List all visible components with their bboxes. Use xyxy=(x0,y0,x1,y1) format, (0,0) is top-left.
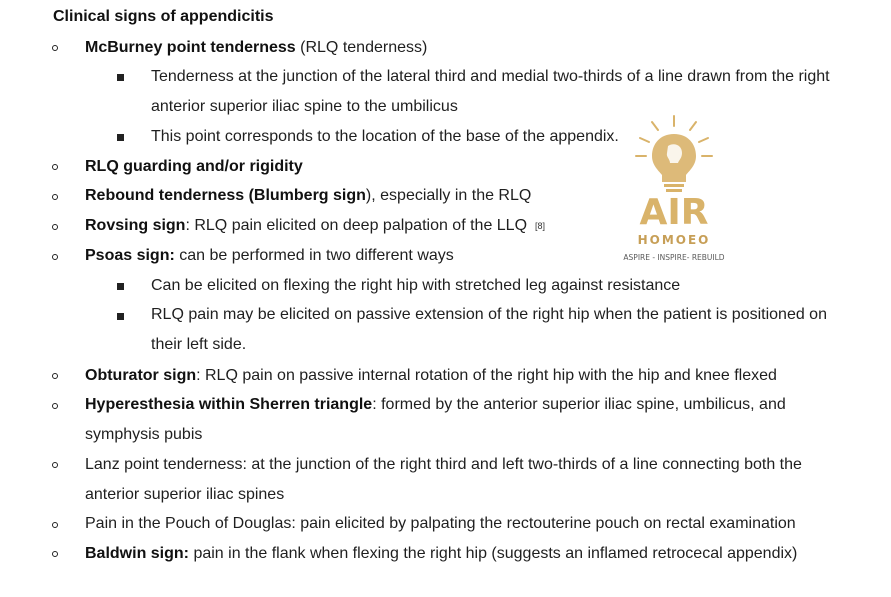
sub-item-text: Tenderness at the junction of the lateral third and medial two-thirds of a line drawn from the right xyxy=(151,68,830,85)
list-item xyxy=(85,246,454,266)
list-item xyxy=(85,216,545,236)
page-title: Clinical signs of appendicitis xyxy=(53,8,274,25)
bullet-square-icon xyxy=(117,313,124,320)
logo-sub-text: HOMOEO xyxy=(637,233,711,247)
list-item xyxy=(85,186,531,206)
bullet-circle-icon xyxy=(52,462,58,468)
sign-name: Obturator sign xyxy=(85,367,197,384)
bullet-square-icon xyxy=(117,134,124,141)
bullet-circle-icon xyxy=(52,373,58,379)
sub-item-text: Can be elicited on flexing the right hip with stretched leg against resistance xyxy=(151,277,681,294)
sign-description: pain in the flank when flexing the right hip (suggests an inflamed retrocecal appendix) xyxy=(189,545,798,562)
list-item xyxy=(85,544,797,564)
sign-name: Rebound tenderness (Blumberg sign xyxy=(85,187,366,204)
sign-name: McBurney point tenderness xyxy=(85,39,296,56)
bullet-circle-icon xyxy=(52,194,58,200)
list-item xyxy=(85,157,303,177)
list-item xyxy=(85,366,777,386)
logo-main-text: AIR xyxy=(639,192,709,233)
sub-item-text: their left side. xyxy=(151,336,247,353)
list-item xyxy=(85,514,796,534)
sign-description: Lanz point tenderness: at the junction of the right third and left two-thirds of a line connecting both the xyxy=(85,456,802,473)
list-item-continued xyxy=(85,485,284,505)
sign-description: : formed by the anterior superior iliac spine, umbilicus, and xyxy=(372,396,786,413)
bullet-circle-icon xyxy=(52,551,58,557)
sign-description: can be performed in two different ways xyxy=(174,247,454,264)
bullet-square-icon xyxy=(117,283,124,290)
list-item xyxy=(85,38,427,58)
bullet-circle-icon xyxy=(52,45,58,51)
bullet-square-icon xyxy=(117,74,124,81)
sign-description: : RLQ pain elicited on deep palpation of the LLQ xyxy=(185,217,528,234)
sign-name: Hyperesthesia within Sherren triangle xyxy=(85,396,373,413)
bullet-circle-icon xyxy=(52,254,58,260)
sign-description: (RLQ tenderness) xyxy=(295,39,428,56)
sub-list-item-continued xyxy=(151,97,458,117)
bullet-circle-icon xyxy=(52,164,58,170)
list-item-continued xyxy=(85,425,202,445)
sign-description: anterior superior iliac spines xyxy=(85,486,285,503)
sign-description: : RLQ pain on passive internal rotation of the right hip with the hip and knee flexed xyxy=(196,367,777,384)
sub-list-item xyxy=(151,127,619,147)
sub-list-item xyxy=(151,276,680,296)
sub-item-text: RLQ pain may be elicited on passive extension of the right hip when the patient is positioned on xyxy=(151,306,827,323)
sign-name: RLQ guarding and/or rigidity xyxy=(85,158,303,175)
sign-name: Baldwin sign: xyxy=(85,545,189,562)
sign-description: Pain in the Pouch of Douglas: pain elicited by palpating the rectouterine pouch on rectal examination xyxy=(85,515,796,532)
bullet-circle-icon xyxy=(52,522,58,528)
sub-list-item xyxy=(151,305,827,325)
sign-name: Psoas sign: xyxy=(85,247,175,264)
sub-item-text: anterior superior iliac spine to the umbilicus xyxy=(151,98,458,115)
sign-description: symphysis pubis xyxy=(85,426,203,443)
reference-link[interactable]: [8] xyxy=(535,221,546,231)
sub-item-text: This point corresponds to the location of the base of the appendix. xyxy=(151,128,619,145)
sub-list-item-continued xyxy=(151,335,246,355)
list-item xyxy=(85,455,802,475)
logo-tagline: ASPIRE - INSPIRE- REBUILD xyxy=(623,253,725,262)
list-item xyxy=(85,395,786,415)
bullet-circle-icon xyxy=(52,403,58,409)
sub-list-item xyxy=(151,67,830,87)
sign-name: Rovsing sign xyxy=(85,217,186,234)
bullet-circle-icon xyxy=(52,224,58,230)
sign-description: ), especially in the RLQ xyxy=(365,187,532,204)
air-homoeo-logo xyxy=(612,112,737,267)
